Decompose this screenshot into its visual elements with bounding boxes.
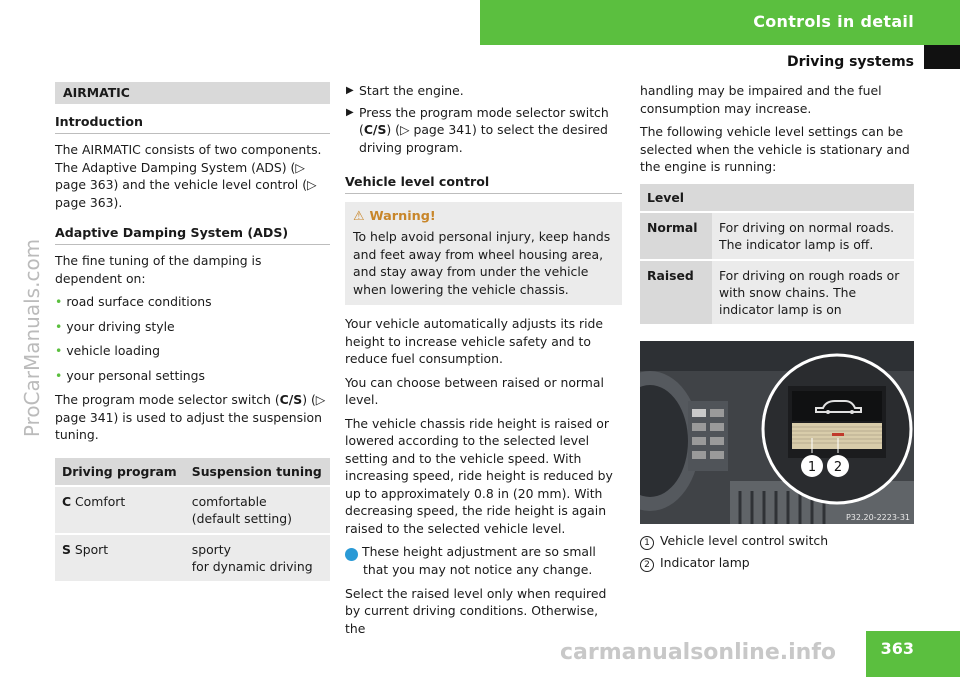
- paragraph: The following vehicle level settings can be selected when the vehicle is stationary and the engine is running:: [640, 124, 910, 174]
- callout-number: 1: [640, 536, 654, 550]
- step-arrow-icon: ▶: [346, 106, 354, 118]
- callout-number: 2: [640, 558, 654, 572]
- page-number-box: [866, 631, 960, 677]
- bullet-item: • your driving style: [55, 318, 175, 334]
- table-header-empty: [712, 184, 914, 211]
- photo-code: P32.20-2223-31: [845, 513, 910, 522]
- info-note: i These height adjustment are so small that you may not notice any change.: [340, 544, 596, 577]
- description-cell: For driving on rough roads or with snow chains. The indicator lamp is on: [712, 261, 914, 324]
- header-marker: [924, 45, 960, 69]
- paragraph: Select the raised level only when required by current driving conditions. Otherwise, the: [345, 585, 607, 636]
- side-watermark: ProCarManuals.com: [20, 238, 44, 438]
- section-title: Controls in detail: [753, 12, 914, 31]
- column-middle: [340, 82, 622, 643]
- description-cell: For driving on normal roads. The indicator lamp is off.: [712, 213, 914, 259]
- tuning-cell: comfortable (default setting): [185, 487, 330, 533]
- selector-text: The program mode selector switch (C/S) (▷ page 341) is used to adjust the suspension tuning.: [55, 392, 326, 442]
- dashboard-illustration: [640, 341, 914, 524]
- table-header-row: [55, 458, 330, 485]
- warning-title: ⚠ Warning!: [353, 209, 436, 224]
- paragraph: The vehicle chassis ride height is raised or lowered according to the selected level setting and to the vehicle speed. With increasing speed, ride height is reduced by up to approximately 0.8 in (20 mm). With decreasing speed, the ride height is again raised to the selected vehicle level.: [345, 415, 613, 536]
- bullet-icon: •: [55, 294, 63, 309]
- program-cell: S Sport: [55, 535, 185, 581]
- warning-triangle-icon: ⚠: [353, 209, 365, 224]
- bottom-watermark: carmanualsonline.info: [560, 640, 836, 665]
- program-cell: C Comfort: [55, 487, 185, 533]
- suspension-table: [55, 456, 330, 583]
- level-cell: Raised: [640, 261, 712, 324]
- photo-callout-2: 2: [833, 460, 843, 475]
- warning-text: To help avoid personal injury, keep hands and feet away from wheel housing area, and stay away from under the vehicle when lowering the vehicle chassis.: [353, 229, 611, 297]
- page-number: 363: [880, 639, 914, 658]
- bullet-item: • road surface conditions: [55, 294, 212, 309]
- info-icon: i: [345, 548, 358, 561]
- introduction-heading: Introduction: [55, 110, 330, 134]
- table-header: Driving program: [55, 458, 185, 485]
- photo-callout-1: 1: [807, 460, 817, 475]
- step-item: ▶ Press the program mode selector switch (C/S) (▷ page 341) to select the desired driving program.: [346, 104, 609, 155]
- warning-box: [345, 202, 622, 305]
- bullet-item: • your personal settings: [55, 367, 205, 383]
- ads-intro: The fine tuning of the damping is dependent on:: [55, 253, 262, 286]
- paragraph: handling may be impaired and the fuel consumption may increase.: [640, 83, 882, 116]
- bullet-icon: •: [55, 318, 63, 334]
- paragraph: Your vehicle automatically adjusts its ride height to increase vehicle safety and to reduce fuel consumption.: [345, 316, 604, 366]
- table-header: Suspension tuning: [185, 458, 330, 485]
- level-table: [640, 182, 914, 326]
- introduction-text: The AIRMATIC consists of two components. The Adaptive Damping System (ADS) (▷ page 363) and the vehicle level control (▷ page 363).: [55, 142, 322, 210]
- step-item: ▶ Start the engine.: [346, 83, 464, 98]
- table-header: Level: [640, 184, 712, 211]
- photo-captions: [640, 532, 914, 576]
- bullet-icon: •: [55, 343, 63, 358]
- step-arrow-icon: ▶: [346, 85, 354, 96]
- table-row: [640, 261, 914, 324]
- level-cell: Normal: [640, 213, 712, 259]
- bullet-item: • vehicle loading: [55, 343, 161, 358]
- subsection-title: Driving systems: [786, 54, 914, 70]
- table-row: [640, 213, 914, 259]
- ads-heading: Adaptive Damping System (ADS): [55, 221, 330, 245]
- dashboard-photo: [640, 341, 914, 524]
- caption-item: 1 Vehicle level control switch: [640, 532, 914, 550]
- table-row: [55, 535, 330, 581]
- column-left: [55, 82, 330, 583]
- bullet-icon: •: [55, 367, 63, 383]
- airmatic-section-bar: AIRMATIC: [55, 82, 330, 104]
- tuning-cell: sporty for dynamic driving: [185, 535, 330, 581]
- vehicle-level-heading: Vehicle level control: [345, 170, 622, 194]
- column-right: [640, 82, 914, 326]
- caption-item: 2 Indicator lamp: [640, 554, 914, 572]
- table-header-row: [640, 184, 914, 211]
- table-row: [55, 487, 330, 533]
- paragraph: You can choose between raised or normal level.: [345, 374, 604, 407]
